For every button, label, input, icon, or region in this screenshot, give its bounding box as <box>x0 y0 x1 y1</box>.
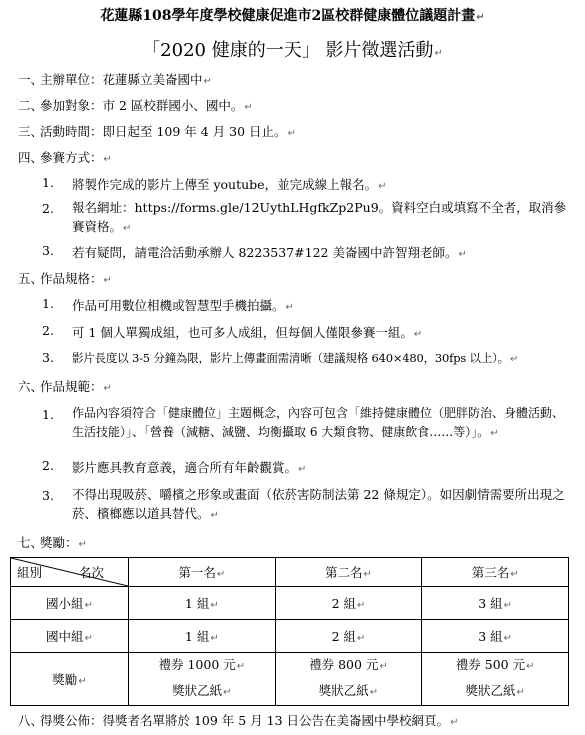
row-label: 國中組↵ <box>11 620 129 653</box>
method-item-number: 1. <box>42 175 54 190</box>
corner-row-label: 組別 <box>17 565 43 580</box>
spec-item-number: 1. <box>42 296 54 311</box>
spec-item-text: 影片長度以 3-5 分鐘為限，影片上傳畫面需清晰（建議規格 640×480，30fps 以上）。↵ <box>72 351 519 365</box>
method-item-number: 2. <box>42 201 54 216</box>
column-header: 第二名↵ <box>275 558 422 587</box>
prize-cell: 禮券 800 元↵ 獎狀乙紙↵ <box>275 653 422 706</box>
rules-item-number: 2. <box>42 458 54 473</box>
table-cell: 1 組↵ <box>129 587 276 620</box>
section-announcement: 八、得獎公佈：得獎者名單將於 109 年 5 月 13 日公告在美崙國中學校網頁。↵ <box>18 713 459 728</box>
prize-cell: 禮券 500 元↵ 獎狀乙紙↵ <box>422 653 569 706</box>
table-cell: 1 組↵ <box>129 620 276 653</box>
prize-cell: 禮券 1000 元↵ 獎狀乙紙↵ <box>129 653 276 706</box>
awards-header-row <box>11 558 569 587</box>
awards-corner-cell <box>11 558 129 587</box>
section-participants: 二、參加對象：市 2 區校群國小、國中。↵ <box>18 98 253 113</box>
rules-item-text: 不得出現吸菸、嚼檳之形象或畫面（依菸害防制法第 22 條規定）。如因劇情需要所出現之菸、檳榔應以道具替代。↵ <box>72 487 565 521</box>
column-header: 第一名↵ <box>129 558 276 587</box>
table-row <box>11 587 569 620</box>
method-item-number: 3. <box>42 243 54 258</box>
prize-row <box>11 653 569 706</box>
spec-item-text: 可 1 個人單獨成組，也可多人成組，但每個人僅限參賽一組。↵ <box>72 325 423 340</box>
table-cell: 2 組↵ <box>275 620 422 653</box>
section-awards: 七、獎勵：↵ <box>18 535 87 550</box>
column-header: 第三名↵ <box>422 558 569 587</box>
spec-item-text: 作品可用數位相機或智慧型手機拍攝。↵ <box>72 298 294 313</box>
section-period: 三、活動時間：即日起至 109 年 4 月 30 日止。↵ <box>18 124 296 139</box>
table-cell: 3 組↵ <box>422 587 569 620</box>
spec-item-number: 2. <box>42 323 54 338</box>
rules-item-number: 3. <box>42 488 54 503</box>
corner-col-label: 名次 <box>78 565 104 580</box>
spec-item-number: 3. <box>42 350 54 365</box>
method-item-text: 將製作完成的影片上傳至 youtube，並完成線上報名。↵ <box>72 177 387 192</box>
section-rules: 六、作品規範：↵ <box>18 379 112 394</box>
row-label: 獎勵↵ <box>11 653 129 706</box>
rules-item-number: 1. <box>42 407 54 422</box>
event-subtitle: 「2020 健康的一天」 影片徵選活動↵ <box>142 40 443 61</box>
section-spec: 五、作品規格：↵ <box>18 271 112 286</box>
method-item-text: 報名網址：https://forms.gle/12UythLHgfkZp2Pu9。資料空白或填寫不全者，取消參賽資格。↵ <box>72 200 567 234</box>
rules-item-text: 影片應具教育意義，適合所有年齡觀賞。↵ <box>72 460 307 475</box>
section-method: 四、參賽方式：↵ <box>18 150 112 165</box>
table-row <box>11 620 569 653</box>
document-title: 花蓮縣108學年度學校健康促進市2區校群健康體位議題計畫↵ <box>100 8 485 24</box>
method-item-text: 若有疑問，請電洽活動承辦人 8223537#122 美崙國中許智翔老師。↵ <box>72 245 467 260</box>
section-organizer: 一、主辦單位：花蓮縣立美崙國中↵ <box>18 72 212 87</box>
rules-item-text: 作品內容須符合「健康體位」主題概念，內容可包含「維持健康體位（肥胖防治、身體活動、生活技能）」、「營養（減糖、減鹽、均衡攝取 6 大類食物、健康飲食……等）」。↵ <box>72 406 565 439</box>
row-label: 國小組↵ <box>11 587 129 620</box>
table-cell: 2 組↵ <box>275 587 422 620</box>
table-cell: 3 組↵ <box>422 620 569 653</box>
awards-table <box>10 557 569 706</box>
